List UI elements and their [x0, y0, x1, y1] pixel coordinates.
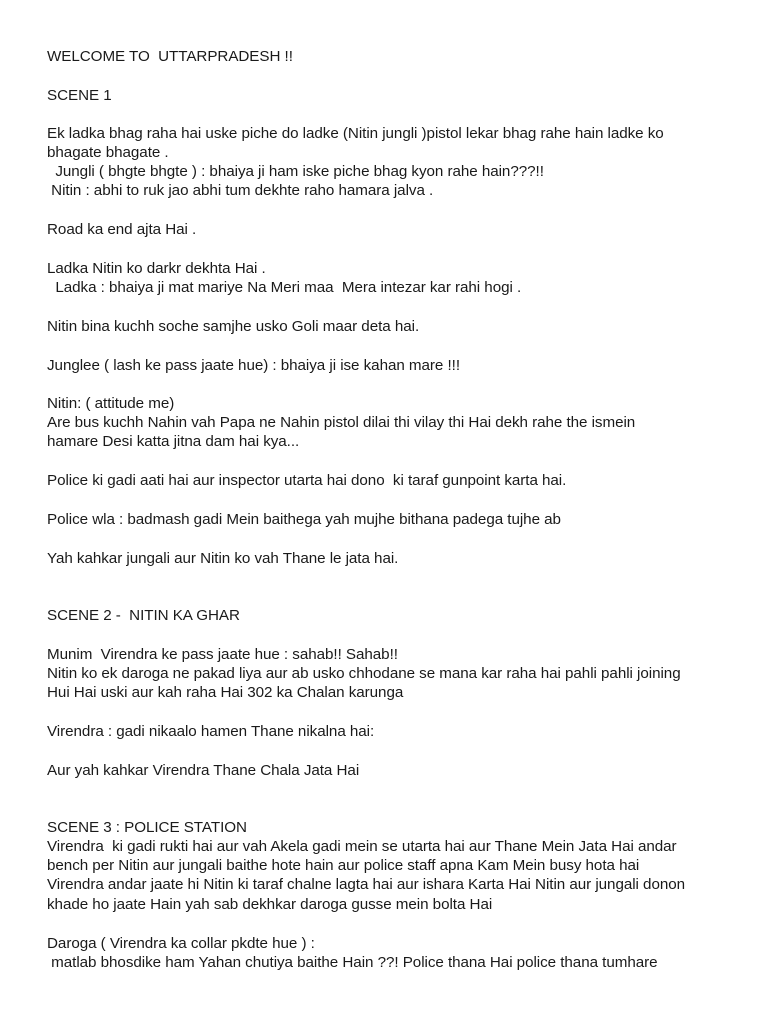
- doc-title: WELCOME TO UTTARPRADESH !!: [47, 48, 293, 65]
- text-line: Aur yah kahkar Virendra Thane Chala Jata Hai: [47, 762, 360, 779]
- dialogue-line: Police wla : badmash gadi Mein baithega yah mujhe bithana padega tujhe ab: [47, 511, 561, 528]
- dialogue-line: Daroga ( Virendra ka collar pkdte hue ) :: [47, 935, 315, 952]
- dialogue-line: Jungli ( bhgte bhgte ) : bhaiya ji ham iske piche bhag kyon rahe hain???!!: [47, 163, 544, 180]
- dialogue-line: Nitin: ( attitude me): [47, 395, 175, 412]
- text-line: khade ho jaate Hain yah sab dekhkar daroga gusse mein bolta Hai: [47, 896, 493, 913]
- scene-3-heading: SCENE 3 : POLICE STATION: [47, 819, 247, 836]
- text-line: Yah kahkar jungali aur Nitin ko vah Thane le jata hai.: [47, 550, 399, 567]
- text-line: Nitin bina kuchh soche samjhe usko Goli maar deta hai.: [47, 318, 420, 335]
- text-line: Ek ladka bhag raha hai uske piche do ladke (Nitin jungli )pistol lekar bhag rahe hain ladke ko: [47, 125, 664, 142]
- text-line: Nitin ko ek daroga ne pakad liya aur ab usko chhodane se mana kar raha hai pahli pahli joining: [47, 665, 681, 682]
- text-line: hamare Desi katta jitna dam hai kya...: [47, 433, 300, 450]
- text-line: bench per Nitin aur jungali baithe hote hain aur police staff apna Kam Mein busy hota hai: [47, 857, 640, 874]
- text-line: Hui Hai uski aur kah raha Hai 302 ka Chalan karunga: [47, 684, 404, 701]
- dialogue-line: Ladka : bhaiya ji mat mariye Na Meri maa Mera intezar kar rahi hogi .: [47, 279, 522, 296]
- text-line: Virendra ki gadi rukti hai aur vah Akela gadi mein se utarta hai aur Thane Mein Jata Hai andar: [47, 838, 677, 855]
- dialogue-line: Virendra : gadi nikaalo hamen Thane nikalna hai:: [47, 723, 375, 740]
- text-line: Ladka Nitin ko darkr dekhta Hai .: [47, 260, 266, 277]
- scene-1-heading: SCENE 1: [47, 87, 112, 104]
- dialogue-line: Junglee ( lash ke pass jaate hue) : bhaiya ji ise kahan mare !!!: [47, 357, 461, 374]
- scene-2-heading: SCENE 2 - NITIN KA GHAR: [47, 607, 240, 624]
- text-line: Road ka end ajta Hai .: [47, 221, 197, 238]
- text-line: Are bus kuchh Nahin vah Papa ne Nahin pistol dilai thi vilay thi Hai dekh rahe the ismein: [47, 414, 636, 431]
- text-line: bhagate bhagate .: [47, 144, 169, 161]
- dialogue-line: Munim Virendra ke pass jaate hue : sahab!! Sahab!!: [47, 646, 398, 663]
- text-line: Police ki gadi aati hai aur inspector utarta hai dono ki taraf gunpoint karta hai.: [47, 472, 567, 489]
- dialogue-line: Nitin : abhi to ruk jao abhi tum dekhte raho hamara jalva .: [47, 182, 434, 199]
- dialogue-line: matlab bhosdike ham Yahan chutiya baithe Hain ??! Police thana Hai police thana tumhare: [47, 954, 658, 971]
- text-line: Virendra andar jaate hi Nitin ki taraf chalne lagta hai aur ishara Karta Hai Nitin aur jungali donon: [47, 876, 686, 893]
